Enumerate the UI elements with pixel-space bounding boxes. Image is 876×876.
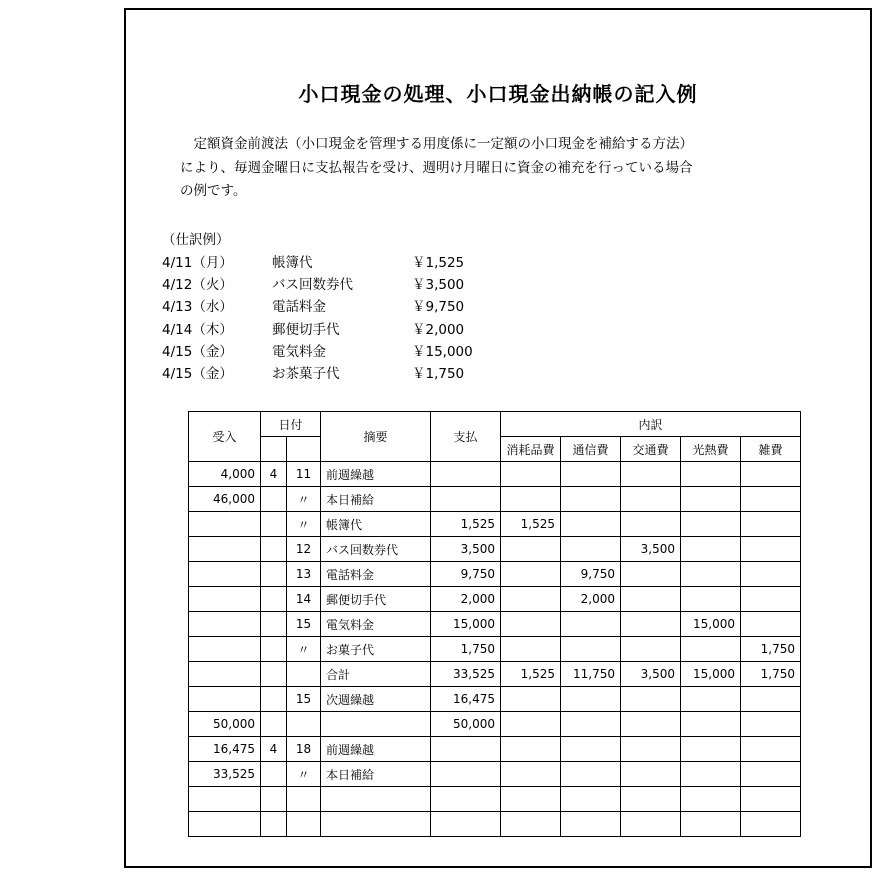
cell-payment: 2,000 xyxy=(431,587,501,612)
cell-summary xyxy=(321,812,431,837)
table-row xyxy=(189,612,801,637)
journal-desc: バス回数券代 xyxy=(272,277,353,294)
table-row xyxy=(189,537,801,562)
column-header-utilities: 光熱費 xyxy=(681,437,741,462)
cell-utilities xyxy=(681,787,741,812)
list-item xyxy=(162,363,870,385)
cell-payment xyxy=(431,487,501,512)
cell-receipt xyxy=(189,537,261,562)
list-item xyxy=(162,319,870,341)
table-header xyxy=(189,412,801,462)
column-header-receipt: 受入 xyxy=(189,412,261,462)
cell-utilities xyxy=(681,537,741,562)
page-title: 小口現金の処理、小口現金出納帳の記入例 xyxy=(298,82,698,106)
cell-day: 13 xyxy=(287,562,321,587)
journal-amount: ￥9,750 xyxy=(412,299,465,316)
cell-communication xyxy=(561,487,621,512)
cell-supplies xyxy=(501,487,561,512)
intro-line-1: 定額資金前渡法（小口現金を管理する用度係に一定額の小口現金を補給する方法） xyxy=(193,136,693,152)
table-row xyxy=(189,637,801,662)
cell-receipt xyxy=(189,562,261,587)
cell-month: 4 xyxy=(261,737,287,762)
cell-payment: 1,750 xyxy=(431,637,501,662)
journal-desc: 電話料金 xyxy=(272,299,326,316)
cell-summary: 前週繰越 xyxy=(321,462,431,487)
journal-date: 4/15（金） xyxy=(162,343,233,360)
cell-misc xyxy=(741,462,801,487)
cell-payment: 3,500 xyxy=(431,537,501,562)
cell-summary: 次週繰越 xyxy=(321,687,431,712)
cell-transport xyxy=(621,512,681,537)
cell-communication xyxy=(561,512,621,537)
journal-amount: ￥1,750 xyxy=(412,366,465,383)
cell-summary: 本日補給 xyxy=(321,487,431,512)
cell-utilities xyxy=(681,512,741,537)
cell-supplies xyxy=(501,612,561,637)
cell-misc xyxy=(741,687,801,712)
table-body xyxy=(189,462,801,837)
cell-supplies xyxy=(501,637,561,662)
cell-month xyxy=(261,487,287,512)
cell-payment: 9,750 xyxy=(431,562,501,587)
table-header-row-1 xyxy=(189,412,801,437)
cell-month xyxy=(261,612,287,637)
cell-receipt xyxy=(189,637,261,662)
table-row xyxy=(189,687,801,712)
cell-payment: 15,000 xyxy=(431,612,501,637)
cell-month xyxy=(261,562,287,587)
journal-amount: ￥1,525 xyxy=(412,254,465,271)
journal-date: 4/12（火） xyxy=(162,277,233,294)
journal-desc: 帳簿代 xyxy=(272,254,313,271)
cell-receipt xyxy=(189,787,261,812)
cell-communication: 9,750 xyxy=(561,562,621,587)
cell-supplies xyxy=(501,812,561,837)
cell-misc xyxy=(741,612,801,637)
cell-day xyxy=(287,662,321,687)
cell-day: 〃 xyxy=(287,762,321,787)
list-item xyxy=(162,274,870,296)
cell-payment: 50,000 xyxy=(431,712,501,737)
cell-utilities: 15,000 xyxy=(681,612,741,637)
cell-summary: 電話料金 xyxy=(321,562,431,587)
journal-date: 4/13（水） xyxy=(162,299,233,316)
table-row xyxy=(189,812,801,837)
cell-payment xyxy=(431,462,501,487)
table-row xyxy=(189,562,801,587)
table-row xyxy=(189,462,801,487)
cell-month xyxy=(261,662,287,687)
cell-supplies xyxy=(501,787,561,812)
cell-communication xyxy=(561,787,621,812)
cell-month: 4 xyxy=(261,462,287,487)
cell-misc xyxy=(741,537,801,562)
cell-payment: 1,525 xyxy=(431,512,501,537)
cell-payment: 33,525 xyxy=(431,662,501,687)
table-row xyxy=(189,737,801,762)
cell-communication: 11,750 xyxy=(561,662,621,687)
cell-month xyxy=(261,637,287,662)
cell-month xyxy=(261,812,287,837)
cell-day: 18 xyxy=(287,737,321,762)
cell-transport: 3,500 xyxy=(621,537,681,562)
intro-line-2: により、毎週金曜日に支払報告を受け、週明け月曜日に資金の補充を行っている場合 xyxy=(180,159,693,176)
cell-summary: 電気料金 xyxy=(321,612,431,637)
cell-day: 15 xyxy=(287,687,321,712)
cell-summary xyxy=(321,712,431,737)
column-header-transport: 交通費 xyxy=(621,437,681,462)
cell-day xyxy=(287,712,321,737)
cell-day xyxy=(287,787,321,812)
journal-date: 4/14（木） xyxy=(162,321,233,338)
cell-utilities xyxy=(681,637,741,662)
cell-misc xyxy=(741,562,801,587)
cell-receipt xyxy=(189,587,261,612)
cell-payment xyxy=(431,787,501,812)
cell-receipt xyxy=(189,612,261,637)
document-sheet xyxy=(124,8,872,868)
cell-supplies xyxy=(501,737,561,762)
table-row xyxy=(189,487,801,512)
table-row xyxy=(189,587,801,612)
cell-supplies xyxy=(501,762,561,787)
list-item xyxy=(162,296,870,318)
cell-day: 〃 xyxy=(287,487,321,512)
journal-amount: ￥3,500 xyxy=(412,277,465,294)
cell-day xyxy=(287,812,321,837)
cell-utilities xyxy=(681,812,741,837)
cell-transport xyxy=(621,637,681,662)
cell-transport xyxy=(621,737,681,762)
cell-misc xyxy=(741,762,801,787)
cell-transport xyxy=(621,687,681,712)
cell-summary: お菓子代 xyxy=(321,637,431,662)
table-row xyxy=(189,712,801,737)
journal-date: 4/15（金） xyxy=(162,366,233,383)
cell-communication xyxy=(561,537,621,562)
cell-month xyxy=(261,687,287,712)
journal-date: 4/11（月） xyxy=(162,254,233,271)
cell-utilities xyxy=(681,487,741,512)
cell-summary: 帳簿代 xyxy=(321,512,431,537)
cell-misc xyxy=(741,737,801,762)
cell-utilities: 15,000 xyxy=(681,662,741,687)
cell-receipt: 16,475 xyxy=(189,737,261,762)
cell-utilities xyxy=(681,587,741,612)
column-header-summary: 摘要 xyxy=(321,412,431,462)
cell-day: 〃 xyxy=(287,637,321,662)
cell-communication xyxy=(561,812,621,837)
cell-misc xyxy=(741,487,801,512)
cell-communication xyxy=(561,612,621,637)
journal-desc: 電気料金 xyxy=(272,343,326,360)
column-header-supplies: 消耗品費 xyxy=(501,437,561,462)
cell-misc: 1,750 xyxy=(741,662,801,687)
cell-supplies: 1,525 xyxy=(501,512,561,537)
cell-utilities xyxy=(681,562,741,587)
cell-supplies xyxy=(501,537,561,562)
table-row-total xyxy=(189,662,801,687)
cell-day: 14 xyxy=(287,587,321,612)
cell-receipt xyxy=(189,662,261,687)
cell-summary: 合計 xyxy=(321,662,431,687)
table-row xyxy=(189,787,801,812)
journal-heading: （仕訳例） xyxy=(162,231,230,248)
list-item xyxy=(162,252,870,274)
journal-amount: ￥2,000 xyxy=(412,321,465,338)
cell-transport xyxy=(621,487,681,512)
cell-transport xyxy=(621,462,681,487)
cell-receipt xyxy=(189,687,261,712)
cell-day: 〃 xyxy=(287,512,321,537)
cell-supplies xyxy=(501,562,561,587)
cell-summary: 前週繰越 xyxy=(321,737,431,762)
cell-payment: 16,475 xyxy=(431,687,501,712)
cell-communication xyxy=(561,712,621,737)
cell-day: 12 xyxy=(287,537,321,562)
cell-communication xyxy=(561,462,621,487)
cell-payment xyxy=(431,812,501,837)
cell-month xyxy=(261,762,287,787)
column-header-date: 日付 xyxy=(261,412,321,437)
cell-summary: 本日補給 xyxy=(321,762,431,787)
journal-desc: お茶菓子代 xyxy=(272,366,340,383)
cell-communication xyxy=(561,637,621,662)
column-header-breakdown: 内訳 xyxy=(501,412,801,437)
cell-payment xyxy=(431,762,501,787)
cell-transport xyxy=(621,612,681,637)
cell-payment xyxy=(431,737,501,762)
table-row xyxy=(189,762,801,787)
cell-supplies xyxy=(501,687,561,712)
cell-utilities xyxy=(681,712,741,737)
cell-transport xyxy=(621,787,681,812)
cell-month xyxy=(261,712,287,737)
cell-receipt xyxy=(189,512,261,537)
cell-utilities xyxy=(681,762,741,787)
cell-misc xyxy=(741,587,801,612)
cell-utilities xyxy=(681,737,741,762)
cell-utilities xyxy=(681,462,741,487)
column-header-payment: 支払 xyxy=(431,412,501,462)
intro-line-3: の例です。 xyxy=(180,183,247,200)
list-item xyxy=(162,341,870,363)
cell-transport: 3,500 xyxy=(621,662,681,687)
cell-summary xyxy=(321,787,431,812)
cell-communication xyxy=(561,762,621,787)
cell-receipt: 4,000 xyxy=(189,462,261,487)
cell-utilities xyxy=(681,687,741,712)
cell-misc: 1,750 xyxy=(741,637,801,662)
cell-summary: 郵便切手代 xyxy=(321,587,431,612)
cell-communication: 2,000 xyxy=(561,587,621,612)
cell-misc xyxy=(741,512,801,537)
cell-month xyxy=(261,787,287,812)
cell-day: 11 xyxy=(287,462,321,487)
cell-misc xyxy=(741,812,801,837)
cell-receipt: 46,000 xyxy=(189,487,261,512)
cell-supplies xyxy=(501,462,561,487)
cell-month xyxy=(261,512,287,537)
cell-supplies xyxy=(501,587,561,612)
cell-misc xyxy=(741,712,801,737)
cell-receipt: 33,525 xyxy=(189,762,261,787)
cell-receipt: 50,000 xyxy=(189,712,261,737)
cell-transport xyxy=(621,762,681,787)
cell-month xyxy=(261,587,287,612)
petty-cash-ledger-table xyxy=(188,411,801,837)
cell-communication xyxy=(561,687,621,712)
journal-desc: 郵便切手代 xyxy=(272,321,340,338)
cell-receipt xyxy=(189,812,261,837)
cell-transport xyxy=(621,562,681,587)
column-header-communication: 通信費 xyxy=(561,437,621,462)
cell-supplies: 1,525 xyxy=(501,662,561,687)
cell-summary: バス回数券代 xyxy=(321,537,431,562)
column-header-month xyxy=(261,437,287,462)
cell-transport xyxy=(621,712,681,737)
cell-day: 15 xyxy=(287,612,321,637)
journal-list xyxy=(162,252,870,386)
table-row xyxy=(189,512,801,537)
cell-misc xyxy=(741,787,801,812)
cell-month xyxy=(261,537,287,562)
journal-amount: ￥15,000 xyxy=(412,343,473,360)
column-header-misc: 雑費 xyxy=(741,437,801,462)
cell-transport xyxy=(621,812,681,837)
cell-supplies xyxy=(501,712,561,737)
cell-communication xyxy=(561,737,621,762)
intro-paragraph xyxy=(180,133,816,204)
column-header-day xyxy=(287,437,321,462)
cell-transport xyxy=(621,587,681,612)
